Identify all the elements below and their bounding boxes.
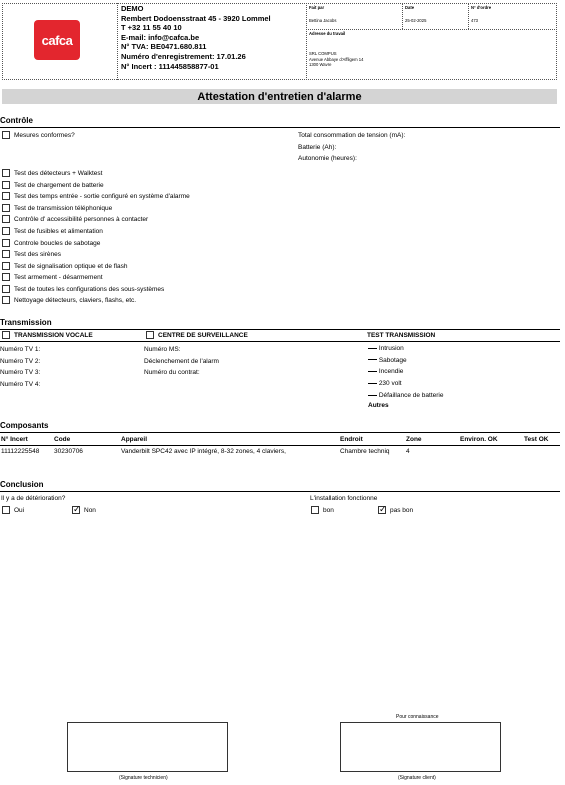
test-row [2, 181, 104, 189]
pas-bon-option [378, 506, 413, 514]
col-endroit: Endroit [340, 436, 363, 443]
mesures-label: Mesures conformes? [14, 131, 75, 139]
company-phone: T +32 11 55 40 10 [121, 23, 182, 33]
pour-connaissance-label: Pour connaissance [396, 714, 439, 720]
tv-number-label: Numéro TV 3: [0, 369, 41, 377]
company-logo [34, 20, 80, 60]
ordre-label: N° d'ordre [471, 5, 492, 10]
mesures-row [2, 131, 75, 139]
col-appareil: Appareil [121, 436, 148, 443]
transmission-test-item: Défaillance de batterie [368, 390, 444, 402]
col-zone: Zone [406, 436, 422, 443]
cell-appareil: Vanderbilt SPC42 avec IP intégré, 8-32 zones, 4 claviers, [121, 448, 286, 455]
test-label: Test de chargement de batterie [14, 181, 104, 189]
non-label: Non [84, 506, 96, 514]
test-checkbox[interactable] [2, 285, 10, 293]
test-row [2, 250, 61, 258]
installation-question: L'installation fonctionne [310, 495, 378, 502]
transmission-vocale-header [2, 331, 93, 339]
tv-number-label: Numéro TV 2: [0, 357, 41, 365]
test-row [2, 285, 164, 293]
company-incert: N° Incert : 111445858877-01 [121, 61, 219, 71]
signature-client-box[interactable] [340, 722, 501, 772]
transmission-header-line [0, 341, 560, 342]
bon-checkbox[interactable] [311, 506, 319, 514]
header-divider-4 [402, 3, 403, 29]
test-row [2, 273, 103, 281]
deterioration-question: Il y a de détérioration? [1, 495, 66, 502]
date-value: 25-02-2025 [405, 18, 427, 23]
non-option [72, 506, 96, 514]
test-checkbox[interactable] [2, 296, 10, 304]
controle-heading: Contrôle [0, 116, 33, 125]
transmission-vocale-label: TRANSMISSION VOCALE [14, 331, 93, 339]
adresse-line3: 1300 Wavre [309, 62, 332, 67]
transmission-line [0, 329, 560, 330]
col-environ: Environ. OK [460, 436, 498, 443]
centre-surveillance-label: CENTRE DE SURVEILLANCE [158, 331, 248, 339]
composants-heading: Composants [0, 421, 49, 430]
conclusion-heading: Conclusion [0, 480, 44, 489]
test-row [2, 169, 102, 177]
signature-technicien-label: (Signature technicien) [119, 775, 168, 781]
test-label: Test des détecteurs + Walktest [14, 169, 103, 177]
pas-bon-checkbox[interactable] [378, 506, 386, 514]
cell-incert: 11112225548 [1, 448, 40, 455]
alarm-trigger-label: Déclenchement de l'alarm [144, 357, 219, 365]
col-code: Code [54, 436, 71, 443]
cell-code: 30230706 [54, 448, 83, 455]
test-row [2, 296, 136, 304]
autres-label: Autres [368, 402, 389, 409]
test-row [2, 227, 103, 235]
page-title: Attestation d'entretien d'alarme [197, 90, 362, 103]
transmission-test-item: Incendie [368, 366, 444, 378]
test-row [2, 239, 100, 247]
centre-surveillance-header [146, 331, 248, 339]
test-label: Test de fusibles et alimentation [14, 227, 103, 235]
test-checkbox[interactable] [2, 204, 10, 212]
signature-client-label: (Signature client) [398, 775, 436, 781]
test-checkbox[interactable] [2, 192, 10, 200]
pas-bon-label: pas bon [390, 506, 414, 514]
test-label: Contrôle d' accessibilité personnes à contacter [14, 215, 149, 223]
test-row [2, 262, 127, 270]
controle-line [0, 127, 560, 128]
test-checkbox[interactable] [2, 169, 10, 177]
transmission-heading: Transmission [0, 318, 52, 327]
total-label: Total consommation de tension (mA): [298, 132, 406, 139]
test-transmission-label: TEST TRANSMISSION [367, 332, 436, 339]
company-registration: Numéro d'enregistrement: 17.01.26 [121, 51, 246, 61]
test-label: Test des temps entrée - sortie configuré en système d'alarme [14, 192, 190, 200]
composants-header-line [0, 445, 560, 446]
bon-option [311, 506, 334, 514]
tv-number-label: Numéro TV 1: [0, 346, 41, 353]
test-checkbox[interactable] [2, 215, 10, 223]
centre-surveillance-checkbox[interactable] [146, 331, 154, 339]
test-checkbox[interactable] [2, 239, 10, 247]
transmission-test-item: Intrusion [368, 343, 444, 355]
company-name: DEMO [121, 4, 144, 13]
company-email[interactable]: E-mail: info@cafca.be [121, 32, 200, 42]
contract-number-label: Numéro du contrat: [144, 369, 200, 377]
test-label: Controle boucles de sabotage [14, 239, 101, 247]
test-label: Test des sirènes [14, 250, 61, 258]
header-divider-3 [306, 29, 557, 30]
col-test: Test OK [524, 436, 549, 443]
signature-technicien-box[interactable] [67, 722, 228, 772]
transmission-vocale-checkbox[interactable] [2, 331, 10, 339]
test-checkbox[interactable] [2, 250, 10, 258]
adresse-line2: Avenue Abbaye d'Affligem 14 [309, 56, 364, 62]
test-checkbox[interactable] [2, 227, 10, 235]
oui-checkbox[interactable] [2, 506, 10, 514]
composants-line [0, 432, 560, 433]
fait-par-label: Fait par [309, 5, 325, 10]
header-divider-1 [117, 3, 118, 80]
autonomie-label: Autonomie (heures): [298, 155, 357, 162]
fait-par-value: Bettina Jacobs [309, 18, 337, 23]
test-checkbox[interactable] [2, 262, 10, 270]
bon-label: bon [323, 506, 334, 514]
cell-zone: 4 [406, 448, 410, 455]
mesures-checkbox[interactable] [2, 131, 10, 139]
test-row [2, 204, 112, 212]
batterie-label: Batterie (Ah): [298, 144, 337, 151]
test-label: Test de toutes les configurations des sous-systèmes [14, 285, 165, 293]
non-checkbox[interactable] [72, 506, 80, 514]
title-bar [2, 89, 557, 104]
ms-number-label: Numéro MS: [144, 346, 181, 353]
test-label: Test de transmission téléphonique [14, 204, 113, 212]
conclusion-line [0, 491, 560, 492]
test-label: Test de signalisation optique et de flash [14, 262, 128, 270]
oui-label: Oui [14, 506, 25, 514]
header-divider-2 [306, 3, 307, 80]
ordre-value: 473 [471, 18, 478, 23]
oui-option [2, 506, 24, 514]
test-row [2, 192, 190, 200]
company-address: Rembert Dodoensstraat 45 - 3920 Lommel [121, 13, 271, 23]
adresse-line1: SRL COMPUS [309, 51, 337, 56]
col-incert: N° Incert [1, 436, 28, 443]
cell-endroit: Chambre techniq [340, 448, 390, 455]
tv-number-label: Numéro TV 4: [0, 381, 41, 389]
test-label: Test armement - désarmement [14, 273, 103, 281]
adresse-label: Adresse du travail [309, 31, 346, 36]
header-box [2, 3, 557, 80]
header-divider-5 [468, 3, 469, 29]
company-tva: N° TVA: BE0471.680.811 [121, 42, 207, 52]
test-label: Nettoyage détecteurs, claviers, flashs, etc. [14, 296, 137, 304]
test-checkbox[interactable] [2, 273, 10, 281]
date-label: Date [405, 5, 415, 10]
transmission-test-item: 230 volt [368, 378, 444, 390]
test-checkbox[interactable] [2, 181, 10, 189]
test-row [2, 215, 148, 223]
logo-text: cafca [41, 32, 73, 48]
transmission-test-item: Sabotage [368, 355, 444, 367]
